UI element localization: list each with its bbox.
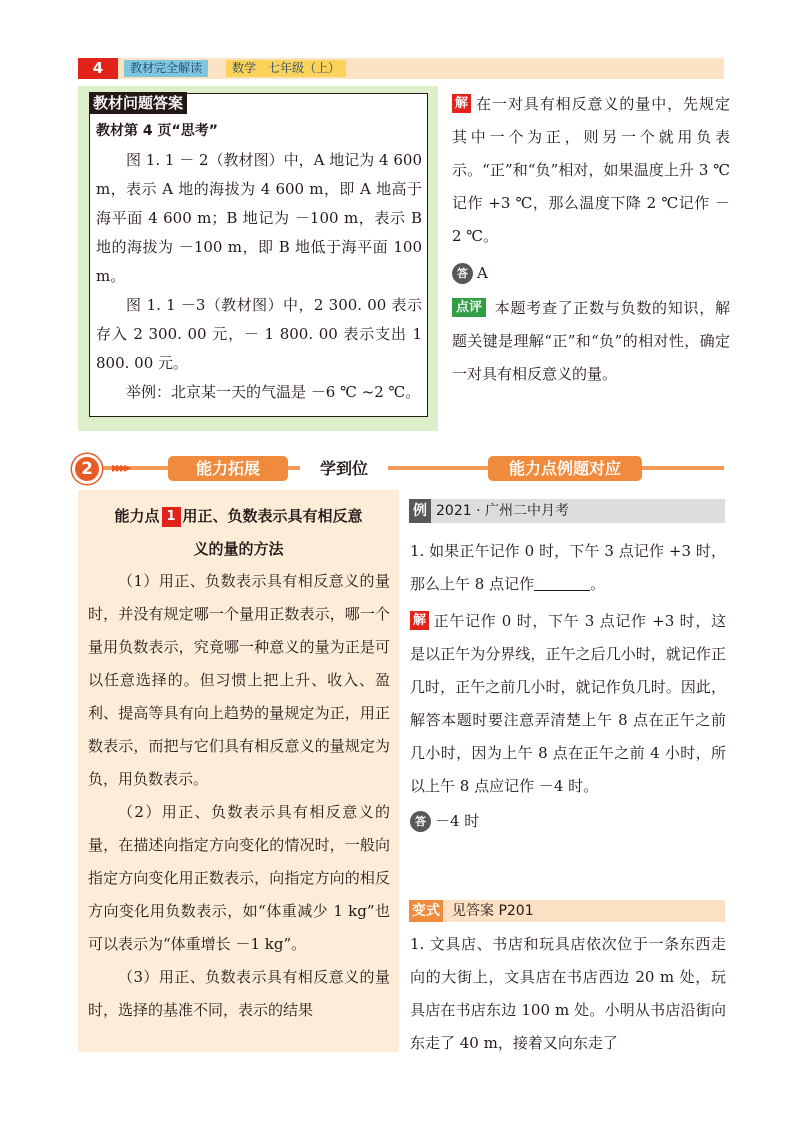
example-body	[410, 535, 726, 838]
example-answer-tag: 答	[410, 811, 431, 832]
example-answer-text: －4 时	[435, 812, 480, 830]
example-question-text: 1. 如果正午记作 0 时，下午 3 点记作 +3 时，那么上午 8 点记作	[410, 542, 726, 593]
example-solution	[410, 605, 726, 803]
ability-title-prefix: 能力点	[114, 507, 160, 525]
ability-para-1: （1）用正、负数表示具有相反意义的量时，并没有规定哪一个量用正数表示，哪一个量用负数表示，究竟哪一种意义的量为正是可以任意选择的。但习惯上把上升、收入、盈利、提高等具有向上趋势的量规定为正，用正数表示，而把与它们具有相反意义的量规定为负，用负数表示。	[88, 572, 390, 788]
page-number: 4	[78, 58, 118, 79]
textbook-answer-label: 教材问题答案	[89, 92, 187, 114]
ability-text	[88, 565, 390, 1027]
ability-badge: 1	[162, 507, 181, 527]
top-right-solution	[452, 88, 730, 391]
comment-text: 本题考查了正数与负数的知识，解题关键是理解“正”和“负”的相对性，确定一对具有相反意义的量。	[452, 299, 730, 383]
example-solution-tag: 解	[410, 611, 429, 630]
section-number: 2	[72, 454, 102, 484]
comment-tag: 点评	[452, 298, 486, 317]
running-header	[78, 58, 724, 79]
example-answer	[410, 805, 726, 838]
comment-block	[452, 292, 730, 391]
variant-reference: 见答案 P201	[452, 903, 534, 919]
subject-label: 数学 七年级（上）	[226, 60, 346, 77]
answer-text: A	[477, 264, 488, 282]
section-title-left: 能力拓展	[168, 456, 288, 481]
solution-tag: 解	[452, 94, 471, 113]
answer-block	[452, 257, 730, 290]
example-question	[410, 535, 726, 601]
ability-title-line2: 义的量的方法	[193, 540, 284, 558]
textbook-answer-para-3: 举例：北京某一天的气温是 －6 ℃ ~2 ℃。	[126, 383, 421, 401]
section-arrows-icon: ▸▸▸▸	[112, 460, 129, 476]
ability-para-3: （3）用正、负数表示具有相反意义的量时，选择的基准不同，表示的结果	[88, 968, 390, 1019]
textbook-answer-para-1: 图 1. 1 － 2（教材图）中，A 地记为 4 600 m，表示 A 地的海拔为 4 600 m，即 A 地高于海平面 4 600 m；B 地记为 －100 m，表示 B 地的海拔为 －100 m，即 B 地低于海平面 100 m。	[96, 151, 422, 285]
textbook-answer-heading: 教材第 4 页“思考”	[96, 123, 218, 139]
example-question-end: 。	[590, 575, 606, 593]
variant-tag: 变式	[409, 900, 443, 922]
section-title-middle: 学到位	[300, 457, 388, 481]
textbook-answer-text	[96, 116, 422, 407]
example-source: 2021 · 广州二中月考	[436, 503, 569, 519]
section-title-right: 能力点例题对应	[488, 456, 642, 481]
answer-tag: 答	[452, 263, 473, 284]
solution-block	[452, 88, 730, 253]
series-label: 教材完全解读	[124, 60, 208, 77]
textbook-answer-para-2: 图 1. 1 －3（教材图）中，2 300. 00 表示存入 2 300. 00 元，－ 1 800. 00 表示支出 1 800. 00 元。	[96, 296, 422, 372]
ability-para-2: （2）用正、负数表示具有相反意义的量，在描述向指定方向变化的情况时，一般向指定方向变化用正数表示，向指定方向的相反方向变化用负数表示，如“体重减少 1 kg”也可以表示为“体重增长 －1 kg”。	[88, 803, 390, 953]
solution-text: 在一对具有相反意义的量中，先规定其中一个为正，则另一个就用负表示。“正”和“负”相对，如果温度上升 3 ℃记作 +3 ℃，那么温度下降 2 ℃记作 －2 ℃。	[452, 95, 730, 245]
answer-blank	[534, 577, 590, 591]
example-solution-text: 正午记作 0 时，下午 3 点记作 +3 时，这是以正午为分界线，正午之后几小时，就记作正几时，正午之前几小时，就记作负几时。因此，解答本题时要注意弄清楚上午 8 点在正午之前几小时，因为上午 8 点在正午之前 4 小时，所以上午 8 点应记作 －4 时。	[410, 612, 726, 795]
variant-question: 1. 文具店、书店和玩具店依次位于一条东西走向的大街上，文具店在书店西边 20 m 处，玩具店在书店东边 100 m 处。小明从书店沿街向东走了 40 m，接着又向东走了	[410, 935, 726, 1052]
ability-title	[78, 500, 399, 566]
ability-title-line1: 用正、负数表示具有相反意	[182, 507, 363, 525]
example-tag: 例	[409, 499, 431, 523]
